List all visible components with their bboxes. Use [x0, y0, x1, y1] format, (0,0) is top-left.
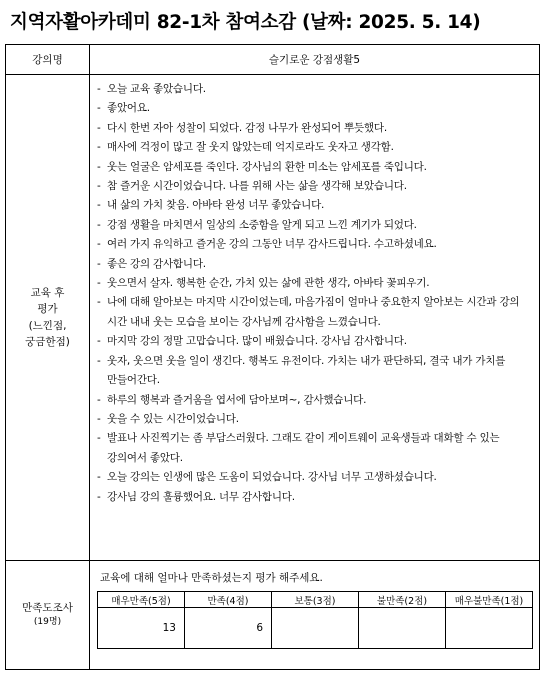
evaluation-item-text: 웃으면서 살자. 행복한 순간, 가치 있는 삶에 관한 생각, 아바타 꽃피우기. [107, 277, 430, 290]
evaluation-item [97, 410, 533, 429]
evaluation-item [97, 138, 533, 157]
list-dash: - [97, 141, 101, 154]
value-satisfied: 6 [185, 608, 272, 649]
evaluation-item [97, 177, 533, 196]
evaluation-item [97, 119, 533, 138]
list-dash: - [97, 412, 101, 425]
col-neutral: 보통(3점) [272, 592, 359, 608]
document-title: 지역자활아카데미 82-1차 참여소감 (날짜: 2025. 5. 14) [10, 12, 481, 33]
list-dash: - [97, 471, 101, 484]
list-dash: - [97, 160, 101, 173]
col-satisfied: 만족(4점) [185, 592, 272, 608]
evaluation-label-line3: (느낀점, [28, 319, 67, 332]
evaluation-item [97, 352, 533, 391]
evaluation-item-text: 마지막 강의 정말 고맙습니다. 많이 배웠습니다. 강사님 감사합니다. [107, 335, 407, 348]
evaluation-item-text: 내 삶의 가치 찾음. 아바타 완성 너무 좋았습니다. [107, 199, 325, 212]
value-dissatisfied [359, 608, 446, 649]
value-very-satisfied: 13 [98, 608, 185, 649]
evaluation-item-text: 좋았어요. [107, 102, 150, 115]
evaluation-item-text: 오늘 교육 좋았습니다. [107, 83, 206, 95]
evaluation-item-text: 매사에 걱정이 많고 잘 웃지 않았는데 억지로라도 웃자고 생각함. [107, 141, 394, 154]
evaluation-item [97, 99, 533, 118]
col-dissatisfied: 불만족(2점) [359, 592, 446, 608]
satisfaction-header-row [98, 592, 533, 608]
evaluation-row [6, 75, 540, 561]
evaluation-item-text: 강사님 강의 훌륭했어요. 너무 감사합니다. [107, 490, 295, 503]
evaluation-item-text: 좋은 강의 감사합니다. [107, 257, 206, 270]
evaluation-item-text: 나에 대해 알아보는 마지막 시간이었는데, 마음가짐이 얼마나 중요한지 알아보는 시간과 강의 시간 내내 웃는 모습을 보이는 강사님께 감사함을 느꼈습니다. [107, 296, 520, 328]
evaluation-item-text: 여러 가지 유익하고 즐거운 강의 그동안 너무 감사드립니다. 수고하셨네요. [107, 238, 437, 251]
evaluation-item [97, 488, 533, 507]
list-dash: - [97, 180, 101, 193]
list-dash: - [97, 121, 101, 134]
lecture-row [6, 45, 540, 75]
list-dash: - [97, 354, 101, 367]
evaluation-item-text: 하루의 행복과 즐거움을 엽서에 담아보며~, 감사했습니다. [107, 393, 367, 406]
list-dash: - [97, 393, 101, 406]
evaluation-item-text: 오늘 강의는 인생에 많은 도움이 되었습니다. 강사님 너무 고생하셨습니다. [107, 471, 437, 484]
lecture-name-value: 슬기로운 강점생활5 [90, 45, 540, 75]
evaluation-item [97, 158, 533, 177]
evaluation-item-text: 강점 생활을 마치면서 일상의 소중함을 알게 되고 느낀 계기가 되었다. [107, 218, 417, 231]
value-very-dissatisfied [446, 608, 533, 649]
evaluation-item-text: 참 즐거운 시간이었습니다. 나를 위해 사는 삶을 생각해 보았습니다. [107, 180, 407, 193]
evaluation-label-line2: 평가 [37, 303, 58, 316]
list-dash: - [97, 296, 101, 309]
evaluation-list [90, 75, 540, 561]
evaluation-item [97, 255, 533, 274]
list-dash: - [97, 83, 101, 95]
list-dash: - [97, 199, 101, 212]
list-dash: - [97, 218, 101, 231]
evaluation-label-line1: 교육 후 [30, 286, 65, 299]
satisfaction-table [97, 591, 533, 649]
satisfaction-row [6, 561, 540, 670]
evaluation-label-line4: 궁금한점) [25, 335, 70, 348]
evaluation-label [6, 75, 90, 561]
respondent-count: (19명) [33, 617, 62, 628]
col-very-dissatisfied: 매우불만족(1점) [446, 592, 533, 608]
satisfaction-value-row [98, 608, 533, 649]
evaluation-item [97, 274, 533, 293]
survey-table [5, 44, 540, 670]
list-dash: - [97, 102, 101, 115]
evaluation-item [97, 391, 533, 410]
evaluation-item [97, 468, 533, 487]
satisfaction-content [90, 561, 540, 670]
list-dash: - [97, 335, 101, 348]
list-dash: - [97, 238, 101, 251]
list-dash: - [97, 432, 101, 445]
satisfaction-question: 교육에 대해 얼마나 만족하셨는지 평가 해주세요. [100, 572, 323, 584]
lecture-name-label: 강의명 [6, 45, 90, 75]
evaluation-item-text: 다시 한번 자아 성찰이 되었다. 감정 나무가 완성되어 뿌듯했다. [107, 121, 387, 134]
col-very-satisfied: 매우만족(5점) [98, 592, 185, 608]
evaluation-item-text: 웃을 수 있는 시간이었습니다. [107, 412, 239, 425]
satisfaction-label: 만족도조사 [22, 601, 73, 614]
evaluation-item [97, 216, 533, 235]
evaluation-item [97, 196, 533, 215]
list-dash: - [97, 277, 101, 290]
satisfaction-label-cell [6, 561, 90, 670]
evaluation-item [97, 293, 533, 332]
evaluation-item [97, 429, 533, 468]
value-neutral [272, 608, 359, 649]
evaluation-item-text: 발표나 사진찍기는 좀 부담스러웠다. 그래도 같이 게이트웨이 교육생들과 대화할 수 있는 강의여서 좋았다. [107, 432, 500, 464]
list-dash: - [97, 257, 101, 270]
evaluation-item-text: 웃는 얼굴은 암세포를 죽인다. 강사님의 환한 미소는 암세포를 죽입니다. [107, 160, 427, 173]
evaluation-item [97, 235, 533, 254]
list-dash: - [97, 490, 101, 503]
evaluation-item [97, 332, 533, 351]
evaluation-item-text: 웃자, 웃으면 웃을 일이 생긴다. 행복도 유전이다. 가치는 내가 판단하되, 결국 내가 가치를 만들어간다. [107, 354, 506, 387]
evaluation-item [97, 80, 533, 99]
